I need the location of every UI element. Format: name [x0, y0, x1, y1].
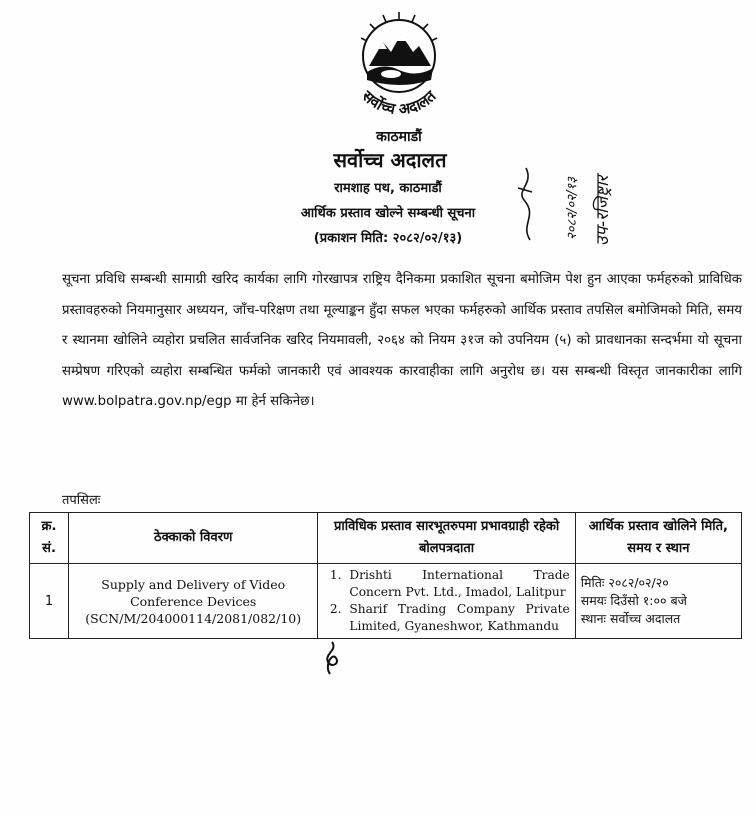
- bidder-item: 1. Drishti International Trade Concern Pvt. Ltd., Imadol, Lalitpur: [345, 567, 569, 601]
- description-line: (SCN/M/204000114/2081/082/10): [85, 610, 302, 626]
- handwritten-note-date: २०८२/०२/१३: [565, 177, 580, 240]
- header-bidders: प्राविधिक प्रस्ताव सारभूतरुपमा प्रभावग्राही रहेको बोलपत्रदाता: [318, 513, 575, 564]
- cell-bidders: [318, 564, 575, 639]
- cell-description: [69, 564, 318, 639]
- header-sn: क्र. सं.: [30, 513, 69, 564]
- description-line: Conference Devices: [130, 593, 257, 609]
- emblem-city-text: काठमाडौं: [376, 129, 422, 145]
- court-emblem: [339, 8, 459, 148]
- cell-opening: [575, 564, 741, 639]
- publication-date: (प्रकाशन मिति: २०८२/०२/१३): [313, 231, 463, 246]
- emblem-arc-text: सर्वोच्च अदालत: [358, 86, 440, 119]
- svg-text:सर्वोच्च अदालत: [358, 86, 441, 118]
- cell-sn: 1: [30, 564, 69, 639]
- opening-place: स्थानः सर्वोच्च अदालत: [580, 611, 681, 626]
- notice-body: सूचना प्रविधि सम्बन्धी सामाग्री खरिद कार्यका लागि गोरखापत्र राष्ट्रिय दैनिकमा प्रकाशित सूचना बमोजिम पेश हुन आएका फर्महरुको प्राविधिक प्रस्तावहरुको नियमानुसार अध्ययन, जाँच-परिक्षण तथा मूल्याङ्कन हुँदा सफल भएका फर्महरुको आर्थिक प्रस्ताव तपसिल बमोजिमको मिति, समय र स्थानमा खोलिने व्यहोरा प्रचलित सार्वजनिक खरिद नियमावली, २०६४ को नियम ३१ज को उपनियम (५) को प्रावधानका सन्दर्भमा यो सूचना सम्प्रेषण गरिएको व्यहोरा सम्बन्धित फर्मको जानकारी एवं आवश्यक कारवाहीका लागि अनुरोध छ। यस सम्बन्धी विस्तृत जानकारीका लागि www.bolpatra.gov.np/egp मा हेर्न सकिनेछ।: [62, 272, 742, 410]
- opening-date: मितिः २०८२/०२/२०: [580, 575, 669, 590]
- bid-opening-table: [29, 512, 742, 639]
- annex-label: तपसिलः: [62, 493, 101, 508]
- header-description: ठेक्काको विवरण: [69, 513, 318, 564]
- table-row: [30, 564, 742, 639]
- signature-mark: [318, 640, 348, 676]
- description-line: Supply and Delivery of Video: [101, 576, 286, 592]
- bidder-item: 2. Sharif Trading Company Private Limited, Gyaneshwor, Kathmandu: [345, 601, 569, 635]
- handwritten-note: [512, 128, 622, 248]
- initials-scribble: [518, 168, 532, 240]
- handwritten-note-title: उप-रजिष्ट्रार: [593, 175, 613, 246]
- opening-time: समयः दिउँसो १:०० बजे: [580, 593, 687, 608]
- header-opening: आर्थिक प्रस्ताव खोलिने मिति, समय र स्थान: [575, 513, 741, 564]
- table-header-row: [30, 513, 742, 564]
- bidder-list: [323, 567, 569, 635]
- organization-name: सर्वोच्च अदालत: [333, 148, 447, 172]
- organization-address: रामशाह पथ, काठमाडौं: [334, 181, 442, 196]
- notice-subject: आर्थिक प्रस्ताव खोल्ने सम्बन्धी सूचना: [300, 206, 476, 221]
